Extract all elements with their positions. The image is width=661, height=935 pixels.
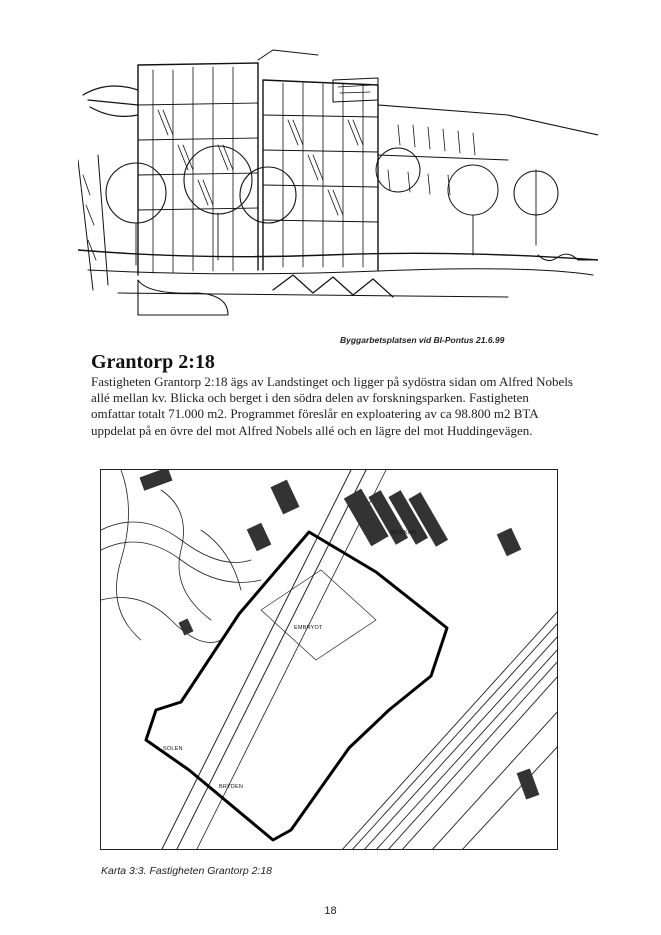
map-caption: Karta 3:3. Fastigheten Grantorp 2:18 [101,865,273,877]
architectural-sketch [78,45,598,340]
map-label-bryden: BRYDEN [219,784,244,790]
property-map [100,469,558,850]
map-label-solen: SOLEN [163,746,183,752]
map-label-blickan: BLICKAN [391,530,416,536]
map-label-embryot: EMBRYOT [294,625,323,631]
page-number: 18 [324,905,337,917]
section-title: Grantorp 2:18 [91,351,215,373]
sketch-caption: Byggarbetsplatsen vid BI-Pontus 21.6.99 [340,335,505,345]
section-paragraph: Fastigheten Grantorp 2:18 ägs av Landstinget och ligger på sydöstra sidan om Alfred Nobels allé mellan kv. Blicka och berget i den södra delen av forskningsparken. Fastigheten omfattar totalt 71.000 m2. Programmet föreslår en exploatering av ca 98.800 m2 BTA uppdelat på en övre del mot Alfred Nobels allé och en lägre del mot Huddingevägen. [91,374,573,438]
